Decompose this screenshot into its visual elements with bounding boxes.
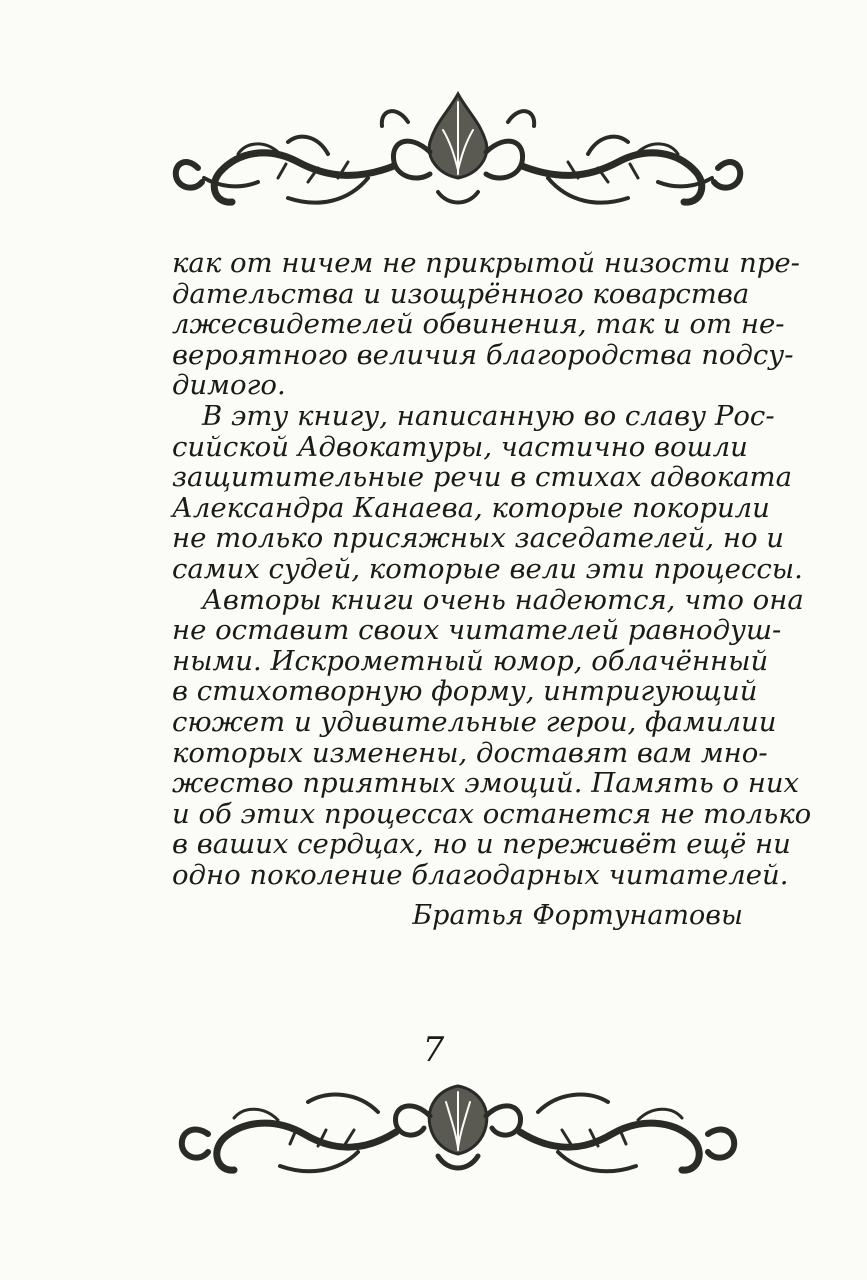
text-line: жество приятных эмоций. Память о них — [172, 767, 800, 800]
text-line: самих судей, которые вели эти процессы. — [172, 552, 803, 585]
text-line: как от ничем не прикрытой низости пре- — [172, 247, 800, 279]
text-line: лжесвидетелей обвинения, так и от не- — [172, 308, 785, 341]
text-line: сюжет и удивительные герои, фамилии — [172, 705, 777, 738]
bottom-ornament — [168, 1072, 748, 1190]
top-ornament — [168, 82, 748, 222]
text-line: Александра Канаева, которые покорили — [172, 491, 770, 524]
text-line: защитительные речи в стихах адвоката — [172, 461, 792, 494]
text-line: и об этих процессах останется не только — [172, 797, 812, 830]
text-line: сийской Адвокатуры, частично вошли — [172, 430, 748, 463]
text-line: не только присяжных заседателей, но и — [172, 522, 784, 555]
page-number: 7 — [422, 1030, 445, 1070]
text-line: в стихотворную форму, интригующий — [172, 675, 758, 708]
baroque-scroll-ornament-icon — [168, 82, 748, 222]
baroque-scroll-ornament-icon — [168, 1072, 748, 1190]
text-line: не оставит своих читателей равнодуш- — [172, 614, 782, 647]
author-signature: Братья Фортунатовы — [412, 900, 743, 931]
text-line: ными. Искрометный юмор, облачённый — [172, 644, 769, 677]
text-line: Авторы книги очень надеются, что она — [202, 583, 804, 616]
text-line: вероятного величия благородства подсу- — [172, 338, 794, 371]
text-line: димого. — [172, 369, 286, 402]
text-line: дательства и изощрённого коварства — [172, 277, 750, 310]
text-line: В эту книгу, написанную во славу Рос- — [202, 399, 775, 432]
text-line: которых изменены, доставят вам мно- — [172, 736, 768, 769]
body-text — [172, 247, 812, 891]
text-line: одно поколение благодарных читателей. — [172, 858, 789, 891]
text-line: в ваших сердцах, но и переживёт ещё ни — [172, 828, 791, 861]
